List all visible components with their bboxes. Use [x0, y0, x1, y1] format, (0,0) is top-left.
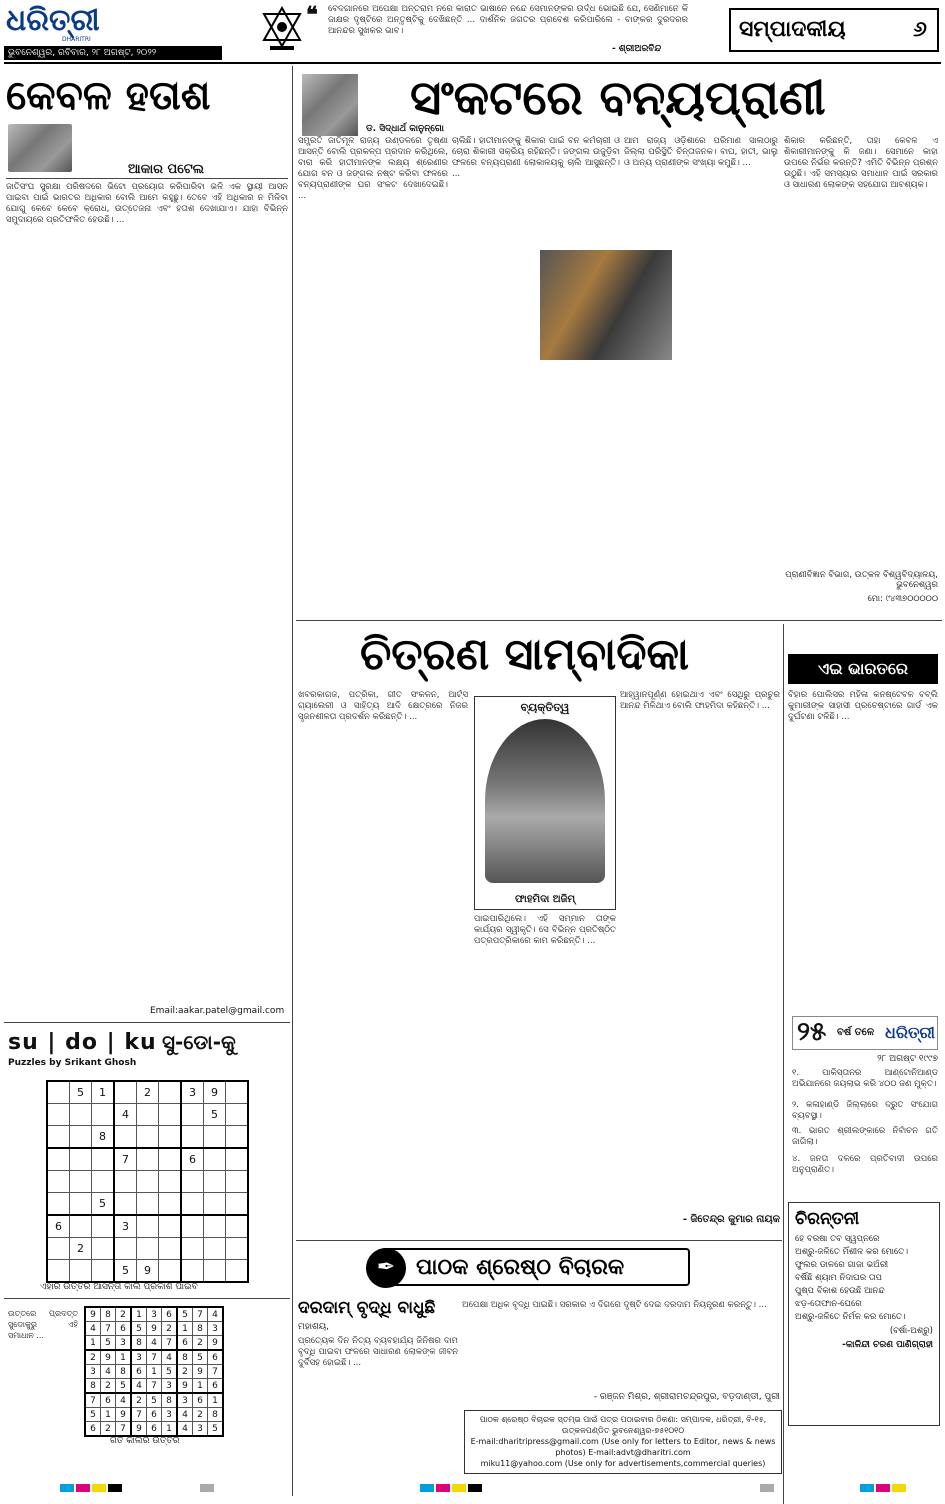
solution-cell-row [85, 1336, 223, 1351]
solution-cell: 4 [177, 1408, 193, 1422]
solution-cell: 1 [131, 1307, 147, 1322]
sudoku-cell[interactable] [181, 1104, 204, 1126]
poem-box [788, 1202, 940, 1426]
solution-cell: 5 [85, 1408, 101, 1422]
portrait-body-col3: ଆହ୍ୱାନପୂର୍ଣ୍ଣ ହୋଇଥାଏ ଏବଂ ସେଥିରୁ ପ୍ରଚୁର ଆନନ୍ଦ ମିଳିଥାଏ ବୋଲି ଫାହମିଦା କହିଛନ୍ତି। ... [620, 690, 780, 711]
solution-cell: 8 [116, 1365, 132, 1379]
sudoku-cell[interactable] [226, 1193, 249, 1216]
solution-cell: 1 [116, 1350, 132, 1365]
solution-cell: 5 [116, 1379, 132, 1394]
solution-cell: 6 [177, 1336, 193, 1351]
sudoku-cell[interactable] [114, 1238, 137, 1260]
solution-cell: 3 [85, 1365, 101, 1379]
solution-cell: 1 [177, 1322, 193, 1336]
solution-cell: 5 [208, 1422, 224, 1437]
sudoku-cell[interactable] [92, 1215, 115, 1238]
solution-cell: 3 [116, 1336, 132, 1351]
sudoku-cell[interactable] [159, 1215, 182, 1238]
solution-cell: 2 [116, 1307, 132, 1322]
sudoku-cell[interactable] [70, 1104, 92, 1126]
main-body-col3: ଆମ ରାଜ୍ୟ ଓଡ଼ିଶାରେ ପରିମାଣ ସାଲଠାରୁ ଜିଲ୍ଲା ପରିସ୍ଥିତି ଚିନ୍ତାଜନକ। ବାଘ, ହାତୀ, ଭାଲୁ ଓ ଅନ୍ୟ ପ୍ରାଣୀଙ୍କ ସଂଖ୍ୟା କମୁଛି। ... [624, 136, 778, 168]
solution-cell: 9 [147, 1322, 162, 1336]
readers-contact-email[interactable]: E-mail:dharitripress@gmail.com (Use only for letters to Editor, news & news photos) E-mail:advt@dharitri.com [470, 1437, 776, 1457]
sudoku-cell[interactable] [137, 1238, 159, 1260]
sudoku-cell: 1 [92, 1081, 115, 1104]
sudoku-cell[interactable] [70, 1260, 92, 1283]
readers-body-col1: ପ୍ରତ୍ୟେକ ଦିନ ନିତ୍ୟ ବ୍ୟବହାର୍ଯ୍ୟ ଜିନିଷର ଦାମ ବୃଦ୍ଧି ପାଇବା ଫଳରେ ସାଧାରଣ ଲୋକଙ୍କ ଜୀବନ ଦୁର୍ବିସହ ହୋଇଛି। ... [298, 1336, 458, 1368]
sudoku-cell[interactable] [137, 1104, 159, 1126]
sudoku-cell[interactable] [159, 1260, 182, 1283]
solution-cell: 8 [162, 1393, 178, 1408]
sudoku-cell: 5 [204, 1104, 226, 1126]
solution-cell: 9 [208, 1336, 224, 1351]
poem-line: ଅଶ୍ରୁ-ଜଳିତେ ମିଁଶୀଳ କର ମୋତେ। [795, 1247, 909, 1257]
column1-body: ଜାତିସଂଘ ସୁରକ୍ଷା ପରିଷଦରେ ଭିଟୋ ପ୍ରୟୋଗ କରିପାରିବା ଭଳି ଏକ ସ୍ଥାୟୀ ଆସନ ପାଇବା ପାଇଁ ଭାରତର ଅଧିକାର ବୋଲି ଆମେ କହୁଛୁ। ତେବେ ଏହି ଅଧିକାର ନ ମିଳିବା ଯୋଗୁ କେବେ କେବେ କ୍ରୋଧ, ଉତ୍ତେଜନା ଏବଂ ହତାଶ ଦେଖାଯାଏ। ଯାହା ବିଭିନ୍ନ ସମୁଦାୟରେ ପ୍ରତିଫଳିତ ହେଉଛି। ... [6, 182, 288, 225]
sudoku-cell[interactable] [92, 1104, 115, 1126]
sudoku-cell: 3 [181, 1081, 204, 1104]
throwback-date: ୨୮ ଅଗଷ୍ଟ ୧୯୯୭ [877, 1054, 938, 1064]
sudoku-cell[interactable] [70, 1193, 92, 1216]
sudoku-cell: 9 [204, 1081, 226, 1104]
solution-cell: 8 [131, 1336, 147, 1351]
solution-cell-row [85, 1393, 223, 1408]
pen-icon: ✒ [366, 1248, 406, 1288]
solution-cell: 2 [101, 1422, 116, 1437]
readers-headline: ଦରଦାମ୍ ବୃଦ୍ଧି ବାଧୁଛି [298, 1298, 436, 1318]
solution-cell: 2 [193, 1408, 208, 1422]
portrait-box [474, 696, 616, 910]
solution-cell: 7 [147, 1379, 162, 1394]
portrait-body-col1: ଖବରକାଗଜ, ପତ୍ରିକା, ଗୀତ ସଂକଳନ, ଆର୍ଟ୍ସ ଗ୍ୟାଲେରୀ ଓ ସାହିତ୍ୟ ଆଦି କ୍ଷେତ୍ରରେ ନିଜର ସୃଜନଶୀଳତା ପ୍ରଦର୍ଶନ କରିଛନ୍ତି। ... [298, 690, 468, 722]
solution-cell: 1 [85, 1336, 101, 1351]
sudoku-cell[interactable] [114, 1081, 137, 1104]
throwback-banner [792, 1016, 938, 1050]
sudoku-title: su | do | ku [8, 1030, 157, 1055]
sudoku-cell-row [47, 1215, 248, 1238]
main-body-col4: ଶିକାର କରିଛନ୍ତି, ତାହା କେବଳ ଏ ଶିକାରୀମାନଙ୍କୁ କି ଜଣା। ସେମାନେ କାହା ଉପରେ ନିର୍ଭର କରନ୍ତି? ଏମିତି ବିଭିନ୍ନ ପ୍ରଶ୍ନ ଉଠୁଛି। ଏହି ସମସ୍ୟାର ସମାଧାନ ପାଇଁ ସରକାର ଓ ସାଧାରଣ ଲୋକଙ୍କ ସହଯୋଗ ଆବଶ୍ୟକ। [784, 136, 938, 190]
sudoku-cell[interactable] [226, 1260, 249, 1283]
solution-cell: 7 [193, 1307, 208, 1322]
sudoku-cell: 3 [114, 1215, 137, 1238]
throwback-item-3: ୩. ଭାରତ ଶ୍ରୀଲଙ୍କାରେ ନିର୍ବାଚନ ଗତି ଜାଗିଲା। [792, 1126, 938, 1147]
sudoku-solution-grid [84, 1306, 224, 1437]
solution-cell: 8 [177, 1350, 193, 1365]
poem-line: ଅଶ୍ରୁ-ଜଳିତେ ନିର୍ମଳ କର ମୋତେ। [795, 1312, 906, 1322]
readers-contact-ads[interactable]: miku11@yahoo.com (Use only for advertisements,commercial queries) [480, 1459, 766, 1468]
solution-cell: 5 [131, 1322, 147, 1336]
solution-cell: 3 [208, 1322, 224, 1336]
main-body-col1: ସମ୍ପ୍ରତି ଜାତିମୂଳ ରାଜ୍ୟ ଉଣ୍ଡଳରେ ତୃଷ୍ଣା ଆସନ୍ତି ବୋଲି ପ୍ରକଳ୍ପ ପ୍ରଦାନ କରିଥିଲେ, ବାରା କରି ହାତୀମାନଙ୍କ ଲକ୍ଷ୍ୟ ଶ୍ରେଣୀର ଯୋଗ ବନ ଓ ଜଙ୍ଗଲ ନଷ୍ଟ କରିବା ଫଳରେ ବନ୍ୟପ୍ରାଣୀଙ୍କ ଘର ସଂକଟ ଦେଖାଦେଇଛି। ... [298, 136, 448, 201]
sudoku-cell[interactable] [226, 1081, 249, 1104]
sudoku-cell[interactable] [47, 1081, 70, 1104]
sudoku-cell-row [47, 1148, 248, 1171]
solution-cell: 7 [162, 1336, 178, 1351]
sudoku-cell[interactable] [226, 1171, 249, 1193]
poem-author: -କାଳିନ୍ଦୀ ଚରଣ ପାଣିଗ୍ରାହୀ [842, 1340, 933, 1350]
solution-cell: 6 [208, 1350, 224, 1365]
sudoku-cell[interactable] [114, 1171, 137, 1193]
solution-cell: 4 [147, 1336, 162, 1351]
solution-cell: 6 [85, 1422, 101, 1437]
sudoku-cell[interactable] [159, 1238, 182, 1260]
poem-line: ଝଡ଼-ତୋଫାନ-ଘେରେ [795, 1299, 862, 1309]
solution-cell: 4 [177, 1422, 193, 1437]
sudoku-cell[interactable] [226, 1148, 249, 1171]
poem-title: ଚିରନ୍ତନୀ [795, 1209, 860, 1229]
sudoku-cell: 5 [92, 1193, 115, 1216]
solution-cell: 8 [208, 1408, 224, 1422]
solution-cell: 5 [177, 1307, 193, 1322]
sudoku-cell: 2 [70, 1238, 92, 1260]
throwback-number: ୨୫ [797, 1017, 827, 1047]
sudoku-cell[interactable] [159, 1126, 182, 1149]
sudoku-cell[interactable] [159, 1104, 182, 1126]
sudoku-note: ଏହାର ଉତ୍ତର ଆସନ୍ତା କାଲି ପ୍ରକାଶ ପାଇବ [40, 1282, 198, 1292]
solution-cell: 7 [131, 1408, 147, 1422]
sudoku-cell[interactable] [159, 1081, 182, 1104]
solution-cell: 2 [193, 1336, 208, 1351]
poem-line: ଫୁଲର ଡାଳରେ ଗାଜା ଭଅଁରୀ [795, 1260, 889, 1270]
solution-cell: 9 [85, 1307, 101, 1322]
solution-cell: 9 [101, 1350, 116, 1365]
sudoku-cell[interactable] [92, 1171, 115, 1193]
dateline: ଭୁବନେଶ୍ୱର, ରବିବାର, ୨୮ ଅଗଷ୍ଟ, ୨୦୨୨ [4, 46, 222, 60]
solution-cell: 9 [131, 1422, 147, 1437]
sudoku-cell[interactable] [70, 1171, 92, 1193]
sudoku-solution-caption: ଗତ କାଲିର ଉତ୍ତର [110, 1436, 180, 1446]
solution-cell-row [85, 1422, 223, 1437]
author-photo [8, 124, 72, 172]
main-body-col2: ଚାଲିଛି। ହାତୀମାନଙ୍କୁ ଶିକାର ପାଇଁ ବନ କର୍ମଚାରୀ ଓ ଚୋରା ଶିକାରୀ ସକ୍ରିୟ ରହିଛନ୍ତି। ଜଙ୍ଗଲ ଉଜୁଡ଼ିବା ଫଳରେ ବନ୍ୟପ୍ରାଣୀ ଲୋକାଳୟକୁ ଚାଲି ଆସୁଛନ୍ତି। ... [452, 136, 620, 179]
solution-cell: 2 [85, 1350, 101, 1365]
throwback-item-2: ୨. କଳାହାଣ୍ଡି ଜିଲ୍ଲାରେ ଦ୍ରୁତ ସଂଯୋଗ ବ୍ୟବସ୍ଥା। [792, 1100, 938, 1121]
solution-cell: 2 [101, 1379, 116, 1394]
sudoku-cell[interactable] [137, 1126, 159, 1149]
solution-cell: 6 [162, 1307, 178, 1322]
throwback-item-4: ୪. ଜନତା ଦଳରେ ପ୍ରତିବାଦୀ ଉପରେ ଅନୁପ୍ରାଣିତ। [792, 1154, 938, 1175]
sudoku-cell[interactable] [226, 1215, 249, 1238]
sudoku-cell[interactable] [204, 1171, 226, 1193]
readers-signature: - ରଞ୍ଜନ ମିଶ୍ର, ଶ୍ରୀରାମଚନ୍ଦ୍ରପୁର, ବଡ଼ଦାଣ୍ଡୀ, ପୁରୀ [593, 1392, 780, 1402]
sudoku-cell[interactable] [204, 1193, 226, 1216]
solution-cell: 2 [162, 1322, 178, 1336]
sudoku-cell[interactable] [47, 1238, 70, 1260]
main-author: ଡ. ସିଦ୍ଧାର୍ଥ କାନୁନ୍‌ଗୋ [366, 124, 444, 134]
solution-cell: 3 [147, 1307, 162, 1322]
sudoku-cell[interactable] [226, 1126, 249, 1149]
readers-salutation: ମହାଶୟ, [298, 1322, 330, 1332]
solution-cell: 8 [101, 1307, 116, 1322]
this-india-banner: ଏଇ ଭାରତରେ [788, 654, 938, 684]
sudoku-cell[interactable] [181, 1215, 204, 1238]
portrait-byline: - ଜିତେନ୍ଦ୍ର କୁମାର ନାୟକ [682, 1214, 780, 1225]
solution-cell-row [85, 1379, 223, 1394]
portrait-body-col2: ପାଇପାରିଥିଲେ। ଏହି ସମ୍ମାନ ତାଙ୍କ କାର୍ଯ୍ୟର ସ୍ୱୀକୃତି। ସେ ବିଭିନ୍ନ ପ୍ରତିଷ୍ଠିତ ପତ୍ରପତ୍ରିକାରେ କାମ କରିଛନ୍ତି। ... [474, 914, 616, 946]
sudoku-cell[interactable] [92, 1260, 115, 1283]
sudoku-cell[interactable] [204, 1215, 226, 1238]
this-india-body: ବିହାର ପୋଲିସର ମହିଳା କନଷ୍ଟେବଳ ବବ୍ଲି କୁମାରୀଙ୍କ ସାହାସୀ ପ୍ରଚେଷ୍ଟାରେ ଗାର୍ଡ ଏକ ଦୁର୍ଘଟଣା ଟଳିଛି। ... [788, 690, 938, 722]
solution-cell: 1 [101, 1408, 116, 1422]
solution-cell: 7 [116, 1422, 132, 1437]
solution-cell: 5 [147, 1393, 162, 1408]
sudoku-cell-row [47, 1171, 248, 1193]
sudoku-cell[interactable] [114, 1193, 137, 1216]
solution-cell: 3 [162, 1379, 178, 1394]
solution-cell: 7 [101, 1322, 116, 1336]
readers-banner [368, 1248, 690, 1286]
sudoku-cell[interactable] [181, 1171, 204, 1193]
sudoku-title-odia: ସୁ-ଡୋ-କୁ [162, 1030, 236, 1054]
readers-contact-address: ପାଠକ ଶ୍ରେଷ୍ଠ ବିଚାରକ ସ୍ତମ୍ଭ ପାଇଁ ପତ୍ର ପଠାଇବାର ଠିକଣା: ସମ୍ପାଦକ, ଧରିତ୍ରୀ, ବି-୧୫, ଉତ୍କଳପଣ୍ଡିତ ଭୁବନେଶ୍ୱର-୭୫୧୦୧୦ [479, 1415, 767, 1435]
sudoku-cell[interactable] [181, 1126, 204, 1149]
sudoku-cell[interactable] [226, 1238, 249, 1260]
solution-cell: 4 [208, 1307, 224, 1322]
solution-cell: 4 [101, 1365, 116, 1379]
sudoku-cell[interactable] [70, 1126, 92, 1149]
sudoku-cell[interactable] [159, 1148, 182, 1171]
sudoku-cell: 8 [92, 1126, 115, 1149]
solution-cell: 4 [85, 1322, 101, 1336]
portrait-headline: ଚିତ୍ରଣ ସାମ୍ବାଦିକା [360, 629, 690, 680]
emblem-icon [262, 6, 302, 52]
page-number: ୬ [913, 16, 927, 42]
solution-cell: 4 [131, 1379, 147, 1394]
sudoku-cell[interactable] [204, 1148, 226, 1171]
column1-email[interactable]: Email:aakar.patel@gmail.com [150, 1006, 285, 1016]
solution-cell: 6 [193, 1393, 208, 1408]
solution-cell-row [85, 1322, 223, 1336]
solution-cell: 6 [208, 1379, 224, 1394]
portrait-label: ବ୍ୟକ୍ତିତ୍ୱ [520, 701, 570, 714]
sudoku-cell[interactable] [159, 1193, 182, 1216]
solution-cell: 4 [162, 1350, 178, 1365]
column1-headline: କେବଳ ହତାଶ [6, 72, 211, 119]
sudoku-cell[interactable] [92, 1238, 115, 1260]
sudoku-cell: 6 [47, 1215, 70, 1238]
solution-cell: 5 [101, 1336, 116, 1351]
sudoku-cell[interactable] [226, 1104, 249, 1126]
sudoku-cell: 9 [137, 1260, 159, 1283]
solution-cell: 8 [85, 1379, 101, 1394]
solution-cell: 1 [208, 1393, 224, 1408]
sudoku-grid[interactable] [46, 1080, 249, 1283]
sudoku-cell-row [47, 1081, 248, 1104]
poem-source: (ବର୍ଷା-ଅଶ୍ରୁ) [889, 1326, 933, 1336]
throwback-label: ବର୍ଷ ତଳେ [837, 1027, 875, 1038]
solution-cell: 7 [147, 1350, 162, 1365]
sudoku-cell-row [47, 1238, 248, 1260]
masthead-logo-sub: DHARITRI [62, 36, 91, 43]
solution-cell: 1 [147, 1365, 162, 1379]
solution-cell: 6 [147, 1422, 162, 1437]
sudoku-solution-label: ଉତ୍ତରେ ପ୍ରଦତ୍ତ ସୁଡୋକୁରୁ ଏହି ସମାଧାନ ... [8, 1309, 78, 1340]
masthead-quote: ବେଦଗାନରେ ଅପେକ୍ଷା ଅନ୍ତରାମ ନରେ କାରାତ ଭାଷାନେ ନନ୍ଦେ ସେମାନଙ୍କର ଉର୍ଦ୍ଧ ଭୋଇଛି ଯେ, ସେଣିମାନେ କିଁ ଜାକ୍ଷର ଦୃଷ୍ଟିରେ ଅନ୍ତୃଷ୍ଟିକୁ ଦେଖିଛନ୍ତି ... ଦାର୍ଶନିକ ଜଗତର ପ୍ରବେଶ କରିପାରିଲେ - ବାଙ୍କର ଦୁରଦରର ଆନନ୍ଦର ସୁଖକର ଭାବ। [328, 4, 688, 36]
solution-cell: 1 [193, 1379, 208, 1394]
masthead-logo[interactable]: ଧରିତ୍ରୀ [6, 3, 100, 38]
solution-cell: 8 [193, 1322, 208, 1336]
sudoku-cell: 5 [70, 1081, 92, 1104]
solution-cell: 9 [116, 1408, 132, 1422]
sudoku-cell: 4 [114, 1104, 137, 1126]
sudoku-cell[interactable] [204, 1238, 226, 1260]
solution-cell: 6 [116, 1322, 132, 1336]
sudoku-cell[interactable] [159, 1171, 182, 1193]
sudoku-cell[interactable] [137, 1215, 159, 1238]
solution-cell-row [85, 1408, 223, 1422]
solution-cell-row [85, 1350, 223, 1365]
sudoku-cell: 5 [114, 1260, 137, 1283]
sudoku-cell[interactable] [92, 1148, 115, 1171]
poem-line: ହେ ବରଷା ତବ ସ୍ୱପ୍ନରେ [795, 1234, 880, 1244]
main-address: ପ୍ରାଣୀବିଜ୍ଞାନ ବିଭାଗ, ଉତ୍କଳ ବିଶ୍ୱବିଦ୍ୟାଳୟ, ଭୁବନେଶ୍ୱର [785, 570, 938, 590]
poem-line: ବର୍ଷିଛି ଶ୍ୟାମ ନିଦାଘର ତାପ [795, 1273, 882, 1283]
sudoku-cell[interactable] [137, 1193, 159, 1216]
solution-cell: 3 [193, 1422, 208, 1437]
sudoku-cell[interactable] [114, 1126, 137, 1149]
solution-cell: 1 [162, 1422, 178, 1437]
solution-cell-row [85, 1365, 223, 1379]
main-phone: ମୋ: ୯୪୩୭୦୦୦୦୦ [867, 594, 938, 604]
sudoku-cell[interactable] [181, 1260, 204, 1283]
sudoku-cell[interactable] [204, 1260, 226, 1283]
sudoku-cell[interactable] [137, 1171, 159, 1193]
sudoku-cell: 6 [181, 1148, 204, 1171]
main-headline: ସଂକଟରେ ବନ୍ୟପ୍ରାଣୀ [410, 70, 826, 126]
masthead-quote-author: - ଶ୍ରୀଅରବିନ୍ଦ [612, 44, 662, 54]
portrait-name: ଫାହମିଦା ଅଜିମ୍ [514, 894, 576, 905]
section-banner [729, 8, 939, 52]
solution-cell: 5 [162, 1365, 178, 1379]
sudoku-cell[interactable] [137, 1148, 159, 1171]
column1-author: ଆକାର ପଟେଲ [128, 162, 205, 177]
quote-mark-icon: ❝ [306, 2, 318, 28]
throwback-logo: ଧରିତ୍ରୀ [885, 1023, 935, 1042]
throwback-item-1: ୧. ପାକିସ୍ତାନର ଆଣ୍ଟୋନିଆଣ୍ଡ ଅଭିଯାନରେ ଜୟଲାଭ କରି ୪୦୦ ଜଣ ମୁକ୍ତ। [792, 1068, 938, 1089]
sudoku-cell[interactable] [47, 1126, 70, 1149]
solution-cell: 6 [101, 1393, 116, 1408]
solution-cell: 7 [85, 1393, 101, 1408]
solution-cell: 5 [193, 1350, 208, 1365]
sudoku-cell-row [47, 1126, 248, 1149]
solution-cell: 3 [177, 1393, 193, 1408]
solution-cell: 7 [208, 1365, 224, 1379]
solution-cell: 4 [116, 1393, 132, 1408]
sudoku-cell-row [47, 1104, 248, 1126]
sudoku-cell: 2 [137, 1081, 159, 1104]
sudoku-cell-row [47, 1260, 248, 1283]
sudoku-cell[interactable] [47, 1148, 70, 1171]
sudoku-credit: Puzzles by Srikant Ghosh [8, 1058, 137, 1068]
sudoku-cell[interactable] [204, 1126, 226, 1149]
sudoku-cell[interactable] [47, 1193, 70, 1216]
sudoku-cell[interactable] [70, 1148, 92, 1171]
solution-cell: 6 [131, 1365, 147, 1379]
sudoku-cell[interactable] [70, 1215, 92, 1238]
sudoku-cell: 7 [114, 1148, 137, 1171]
sudoku-cell[interactable] [47, 1171, 70, 1193]
solution-cell: 3 [131, 1350, 147, 1365]
solution-cell: 2 [177, 1365, 193, 1379]
solution-cell: 2 [131, 1393, 147, 1408]
solution-cell: 9 [193, 1365, 208, 1379]
sudoku-cell[interactable] [47, 1260, 70, 1283]
section-title: ସମ୍ପାଦକୀୟ [739, 16, 846, 42]
sudoku-cell[interactable] [181, 1238, 204, 1260]
author-photo-main [302, 74, 358, 136]
sudoku-cell-row [47, 1193, 248, 1216]
poem-line: ପୁଷ୍ପ ବିକାଶ ହେଉଛି ଆନନ୍ଦ [795, 1286, 885, 1296]
sudoku-cell[interactable] [47, 1104, 70, 1126]
portrait-photo [485, 719, 605, 883]
solution-cell-row [85, 1307, 223, 1322]
solution-cell: 6 [147, 1408, 162, 1422]
sudoku-cell[interactable] [181, 1193, 204, 1216]
readers-contact-box [464, 1410, 782, 1474]
solution-cell: 3 [162, 1408, 178, 1422]
readers-banner-title: ପାଠକ ଶ୍ରେଷ୍ଠ ବିଚାରକ [416, 1254, 625, 1280]
solution-cell: 9 [177, 1379, 193, 1394]
readers-body-col2: ଅପେକ୍ଷା ଅଧିକ ବୃଦ୍ଧି ପାଇଛି। ସରକାର ଏ ଦିଗରେ ଦୃଷ୍ଟି ଦେଇ ଦରଦାମ ନିୟନ୍ତ୍ରଣ କରନ୍ତୁ। ... [462, 1300, 767, 1310]
